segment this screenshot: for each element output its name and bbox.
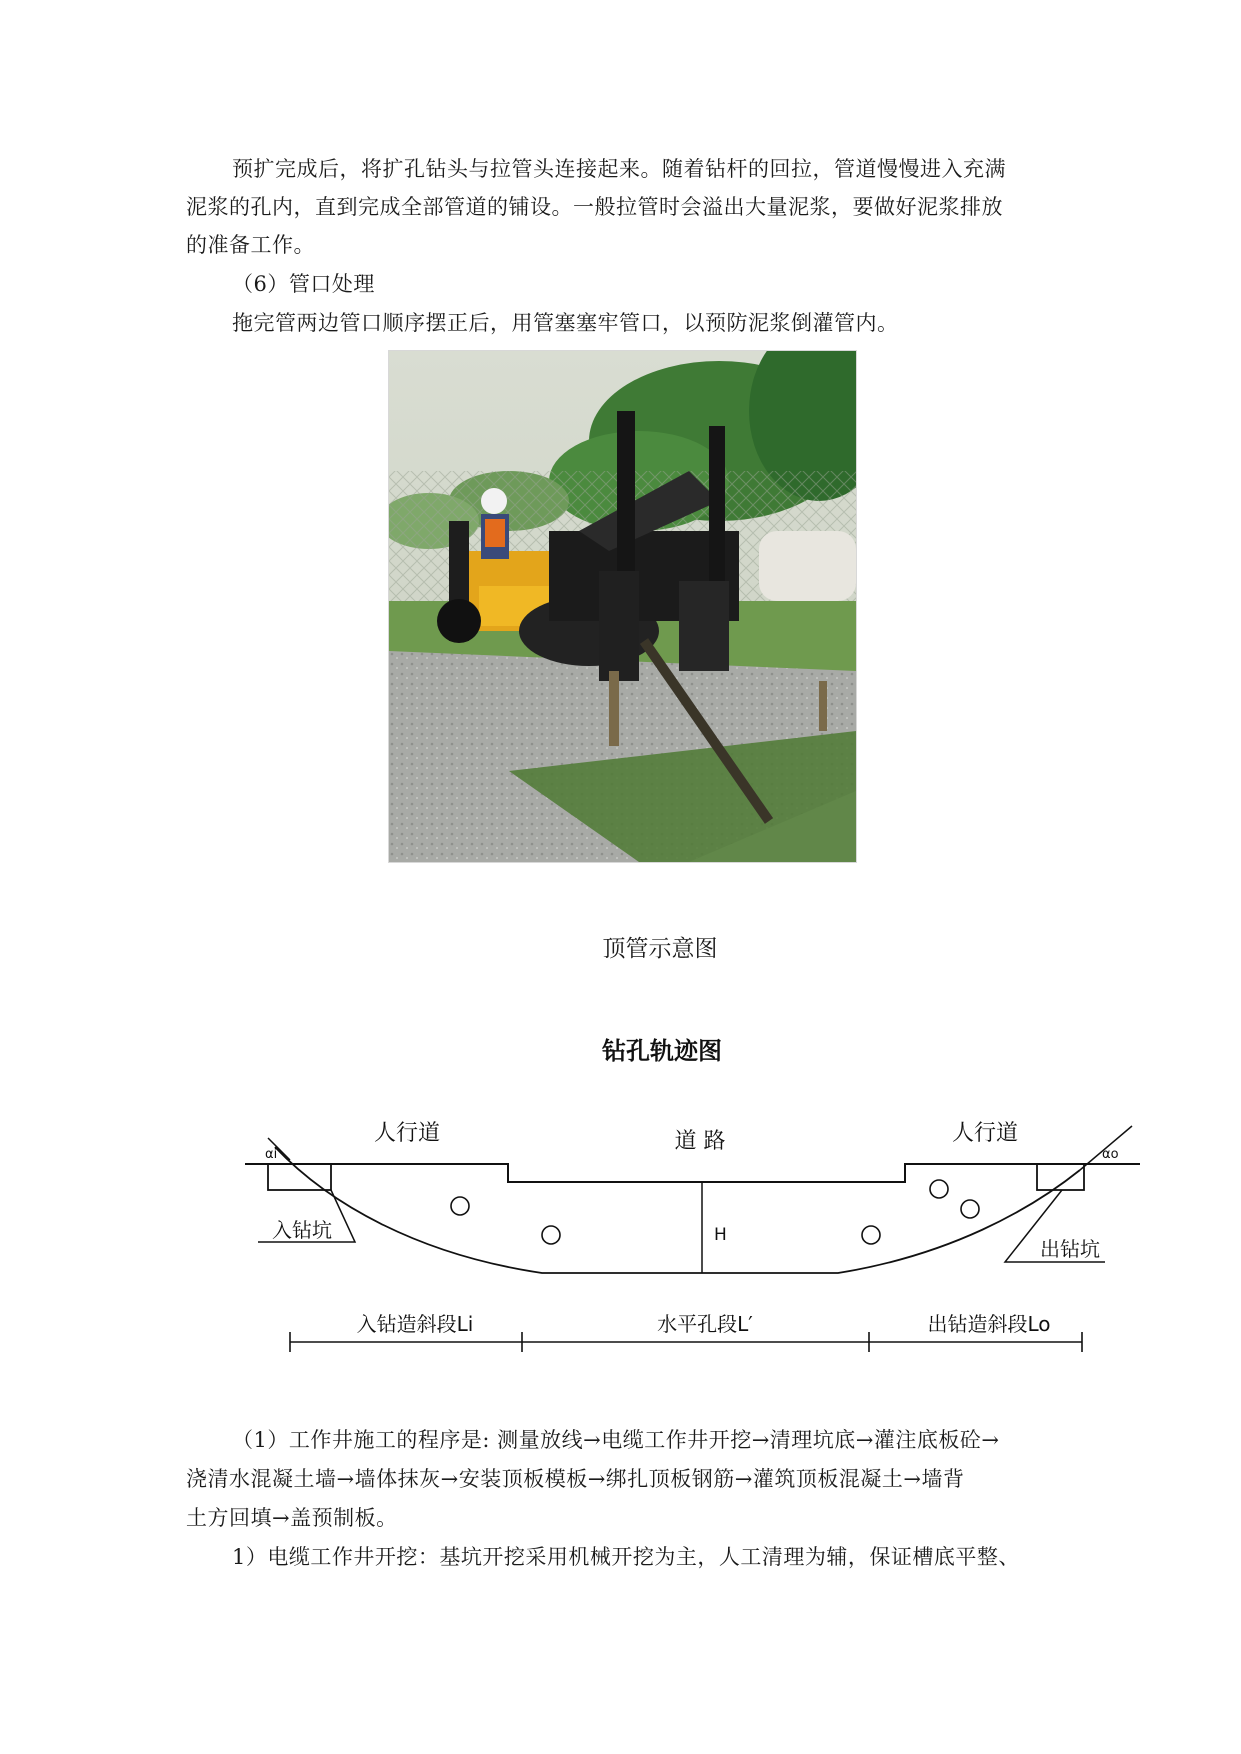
exit-pit-box [1037, 1164, 1084, 1190]
utility-pipe [961, 1200, 979, 1218]
entry-pit-box [268, 1164, 331, 1190]
drilling-rig-photo [388, 350, 857, 863]
paragraph-1-line-3: 的准备工作。 [186, 233, 315, 257]
drilling-trajectory-diagram [0, 1030, 1241, 1370]
ground-profile [245, 1164, 1140, 1182]
section-heading: （6）管口处理 [232, 272, 375, 296]
label-entry-pit: 入钻坑 [272, 1218, 332, 1242]
label-segment-exit: 出钻造斜段Lo [927, 1312, 1051, 1336]
paragraph-2: 拖完管两边管口顺序摆正后，用管塞塞牢管口，以预防泥浆倒灌管内。 [232, 311, 899, 335]
diagram-title: 钻孔轨迹图 [602, 1037, 722, 1065]
paragraph-3-line-3: 土方回填→盖预制板。 [186, 1506, 398, 1530]
label-exit-pit: 出钻坑 [1040, 1237, 1100, 1261]
label-sidewalk-right: 人行道 [951, 1121, 1019, 1146]
paragraph-3-line-1: （1）工作井施工的程序是: 测量放线→电缆工作井开挖→清理坑底→灌注底板砼→ [232, 1428, 1000, 1452]
label-sidewalk-left: 人行道 [373, 1121, 441, 1146]
photo-caption: 顶管示意图 [602, 936, 718, 962]
paragraph-1-line-1: 预扩完成后，将扩孔钻头与拉管头连接起来。随着钻杆的回拉，管道慢慢进入充满 [232, 157, 1006, 181]
utility-pipe [862, 1226, 880, 1244]
utility-pipe [542, 1226, 560, 1244]
drill-path [275, 1147, 1080, 1273]
paragraph-3-line-2: 浇清水混凝土墙→墙体抹灰→安装顶板模板→绑扎顶板钢筋→灌筑顶板混凝土→墙背 [186, 1467, 965, 1491]
label-segment-horizontal: 水平孔段L′ [657, 1312, 753, 1336]
utility-pipe [451, 1197, 469, 1215]
paragraph-4: 1）电缆工作井开挖：基坑开挖采用机械开挖为主，人工清理为辅，保证槽底平整、 [232, 1545, 1020, 1569]
depth-label: H [714, 1225, 727, 1245]
label-angle-right: αo [1102, 1147, 1119, 1162]
label-segment-entry: 入钻造斜段Li [356, 1312, 474, 1336]
label-road: 道 路 [674, 1129, 726, 1154]
utility-pipe [930, 1180, 948, 1198]
paragraph-1-line-2: 泥浆的孔内，直到完成全部管道的铺设。一般拉管时会溢出大量泥浆，要做好泥浆排放 [186, 195, 1003, 219]
label-angle-left: αi [265, 1147, 278, 1162]
